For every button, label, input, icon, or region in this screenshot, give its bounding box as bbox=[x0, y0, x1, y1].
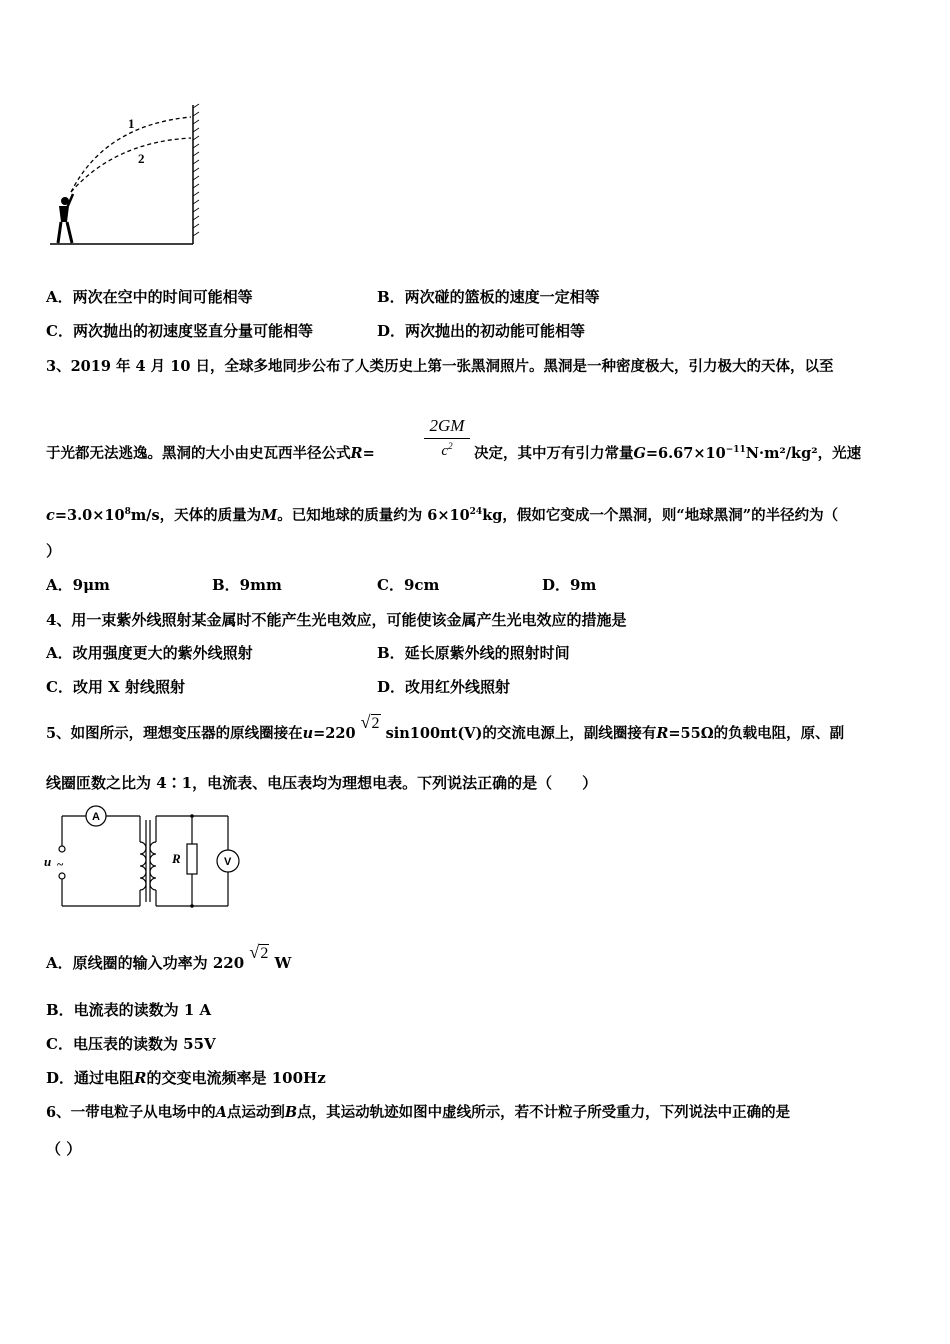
q5-option-a: A．原线圈的输入功率为 220 √2 W bbox=[46, 942, 292, 972]
q3-option-b: B．9mm bbox=[212, 576, 282, 594]
q4-option-d: D．改用红外线照射 bbox=[377, 678, 511, 696]
q3-option-a: A．9μm bbox=[46, 576, 110, 594]
voltmeter-label: V bbox=[224, 856, 232, 868]
q2-option-b: B．两次碰的篮板的速度一定相等 bbox=[377, 288, 600, 306]
trajectory-label-1: 1 bbox=[128, 116, 135, 131]
q3-stem-line4: ） bbox=[46, 542, 62, 560]
basketball-figure bbox=[45, 100, 215, 250]
q4-stem: 4、用一束紫外线照射某金属时不能产生光电效应，可能使该金属产生光电效应的措施是 bbox=[46, 611, 627, 629]
trajectory-label-2: 2 bbox=[138, 151, 145, 166]
q5-stem-line1: 5、如图所示，理想变压器的原线圈接在u=220 √2 sin100πt(V)的交流电源上，副线圈接有R=55Ω的负载电阻，原、副 bbox=[46, 712, 845, 742]
q3-option-d: D．9m bbox=[542, 576, 597, 594]
transformer-circuit bbox=[42, 800, 252, 915]
source-label: u bbox=[44, 854, 52, 869]
q6-stem-line2: （ ） bbox=[46, 1140, 82, 1158]
resistor-label: R bbox=[172, 851, 181, 866]
schwarzschild-fraction: 2GM $c^2$ bbox=[424, 416, 470, 460]
q4-option-c: C．改用 X 射线照射 bbox=[46, 678, 186, 696]
q2-option-d: D．两次抛出的初动能可能相等 bbox=[377, 322, 586, 340]
sqrt-2-option: √2 bbox=[249, 942, 269, 962]
q2-option-c: C．两次抛出的初速度竖直分量可能相等 bbox=[46, 322, 313, 340]
q3-stem-line2: 于光都无法逃逸。黑洞的大小由史瓦西半径公式R= bbox=[46, 445, 375, 462]
q3-stem-line2-cont: 决定，其中万有引力常量$G=6.67\times 10^{-11}N\cdot m^2$/kg²，光速 bbox=[474, 445, 862, 462]
q3-stem-line3: $c=3.0\times 10^8m/s$，天体的质量为M。已知地球的质量约为 $6\times 10^{24}kg$，假如它变成一个黑洞，则“地球黑洞”的半径约为（ bbox=[46, 507, 839, 524]
q3-option-c: C．9cm bbox=[377, 576, 440, 594]
ac-symbol: ~ bbox=[57, 857, 64, 871]
q5-option-c: C．电压表的读数为 55V bbox=[46, 1035, 216, 1053]
q3-stem-line1: 3、2019 年 4 月 10 日，全球多地同步公布了人类历史上第一张黑洞照片。黑洞是一种密度极大，引力极大的天体，以至 bbox=[46, 358, 834, 375]
q6-stem-line1: 6、一带电粒子从电场中的A点运动到B点，其运动轨迹如图中虚线所示，若不计粒子所受重力，下列说法中正确的是 bbox=[46, 1104, 791, 1121]
q4-option-b: B．延长原紫外线的照射时间 bbox=[377, 644, 570, 662]
q5-option-d: D．通过电阻R的交变电流频率是 100Hz bbox=[46, 1069, 326, 1087]
q5-stem-line2: 线圈匝数之比为 4∶1，电流表、电压表均为理想电表。下列说法正确的是（ ） bbox=[46, 774, 598, 792]
q5-option-b: B．电流表的读数为 1 A bbox=[46, 1001, 212, 1019]
sqrt-2: √2 bbox=[360, 712, 380, 732]
ammeter-label: A bbox=[92, 811, 100, 823]
q2-option-a: A．两次在空中的时间可能相等 bbox=[46, 288, 253, 306]
q4-option-a: A．改用强度更大的紫外线照射 bbox=[46, 644, 253, 662]
